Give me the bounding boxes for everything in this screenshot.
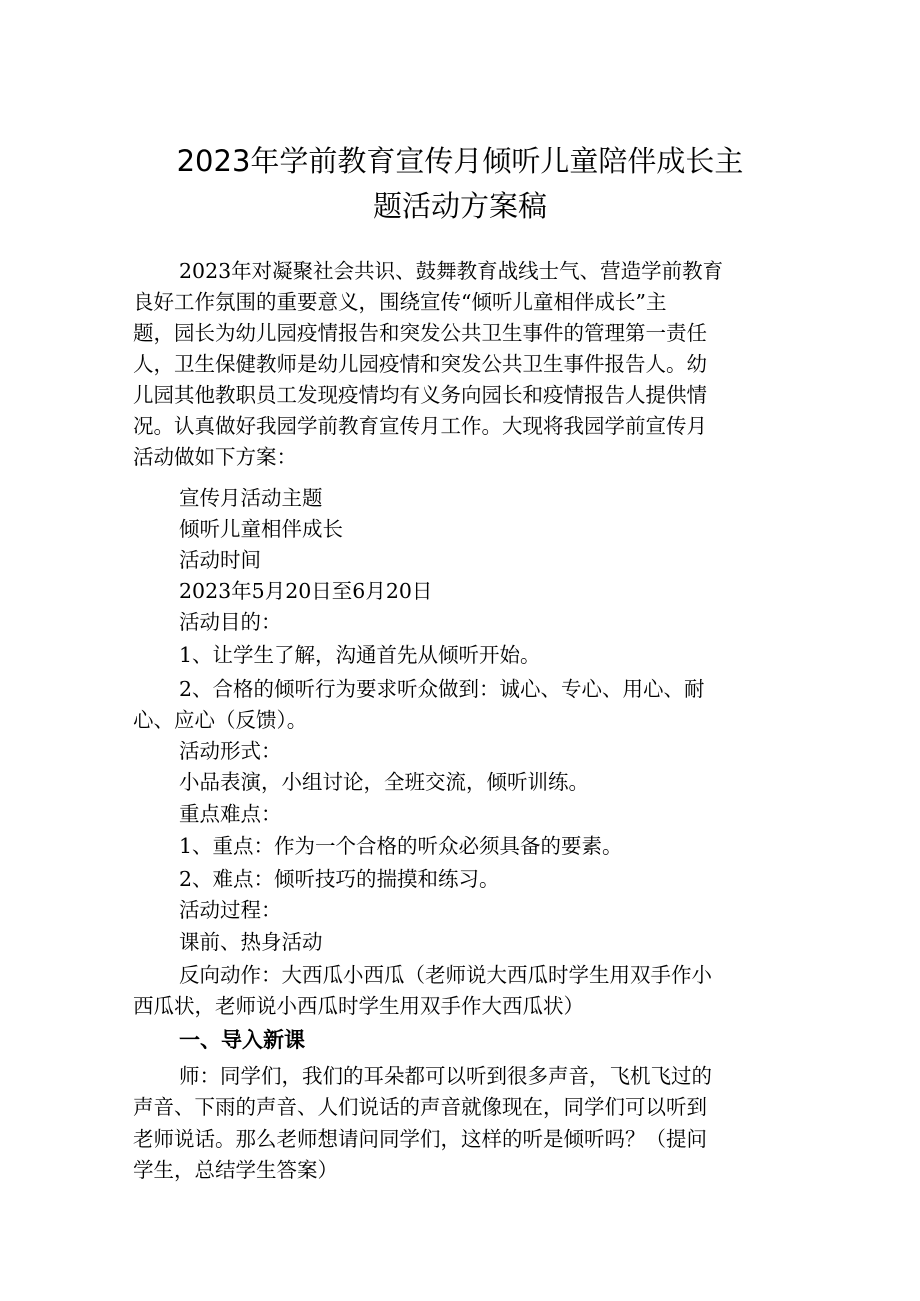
section-1-line: 学生，总结学生答案） [133,1158,338,1182]
intro-line: 况。认真做好我园学前教育宣传月工作。大现将我园学前宣传月 [133,414,707,438]
intro-line: 良好工作氛围的重要意义，围绕宣传“倾听儿童相伴成长”主 [133,290,667,314]
key-item-2: 2、难点：倾听技巧的揣摸和练习。 [179,867,500,891]
key-item-1: 1、重点：作为一个合格的听众必须具备的要素。 [179,834,623,858]
document-title-line-2: 题活动方案稿 [372,189,547,223]
warmup-line-1: 反向动作：大西瓜小西瓜（老师说大西瓜时学生用双手作小 [179,963,712,987]
intro-line: 儿园其他教职员工发现疫情均有义务向园长和疫情报告人提供情 [133,383,707,407]
intro-line: 题，园长为幼儿园疫情报告和突发公共卫生事件的管理第一责任 [133,321,707,345]
warmup-line-2: 西瓜状，老师说小西瓜时学生用双手作大西瓜状） [133,994,584,1018]
time-label: 活动时间 [179,548,261,572]
intro-line: 活动做如下方案： [133,445,297,469]
intro-line: 2023年对凝聚社会共识、鼓舞教育战线士气、营造学前教育 [179,259,724,283]
goal-item-2-line-2: 心、应心（反馈）。 [133,708,308,732]
section-1-line: 师：同学们，我们的耳朵都可以听到很多声音，飞机飞过的 [179,1064,712,1088]
goal-item-2-line-1: 2、合格的倾听行为要求听众做到：诚心、专心、用心、耐 [179,677,705,701]
document-title-line-1: 2023年学前教育宣传月倾听儿童陪伴成长主 [176,144,744,178]
warmup-label: 课前、热身活动 [179,930,323,954]
process-label: 活动过程： [179,898,282,922]
form-value: 小品表演，小组讨论，全班交流，倾听训练。 [179,770,589,794]
section-1-heading: 一、导入新课 [179,1028,305,1052]
section-1-line: 老师说话。那么老师想请问同学们，这样的听是倾听吗？（提问 [133,1127,707,1151]
section-1-line: 声音、下雨的声音、人们说话的声音就像现在，同学们可以听到 [133,1095,707,1119]
theme-value: 倾听儿童相伴成长 [179,517,343,541]
time-value: 2023年5月20日至6月20日 [179,579,433,603]
goal-label: 活动目的： [179,610,282,634]
goal-item-1: 1、让学生了解，沟通首先从倾听开始。 [179,643,541,667]
form-label: 活动形式： [179,739,282,763]
key-label: 重点难点： [179,802,282,826]
theme-label: 宣传月活动主题 [179,486,323,510]
intro-line: 人，卫生保健教师是幼儿园疫情和突发公共卫生事件报告人。幼 [133,352,707,376]
